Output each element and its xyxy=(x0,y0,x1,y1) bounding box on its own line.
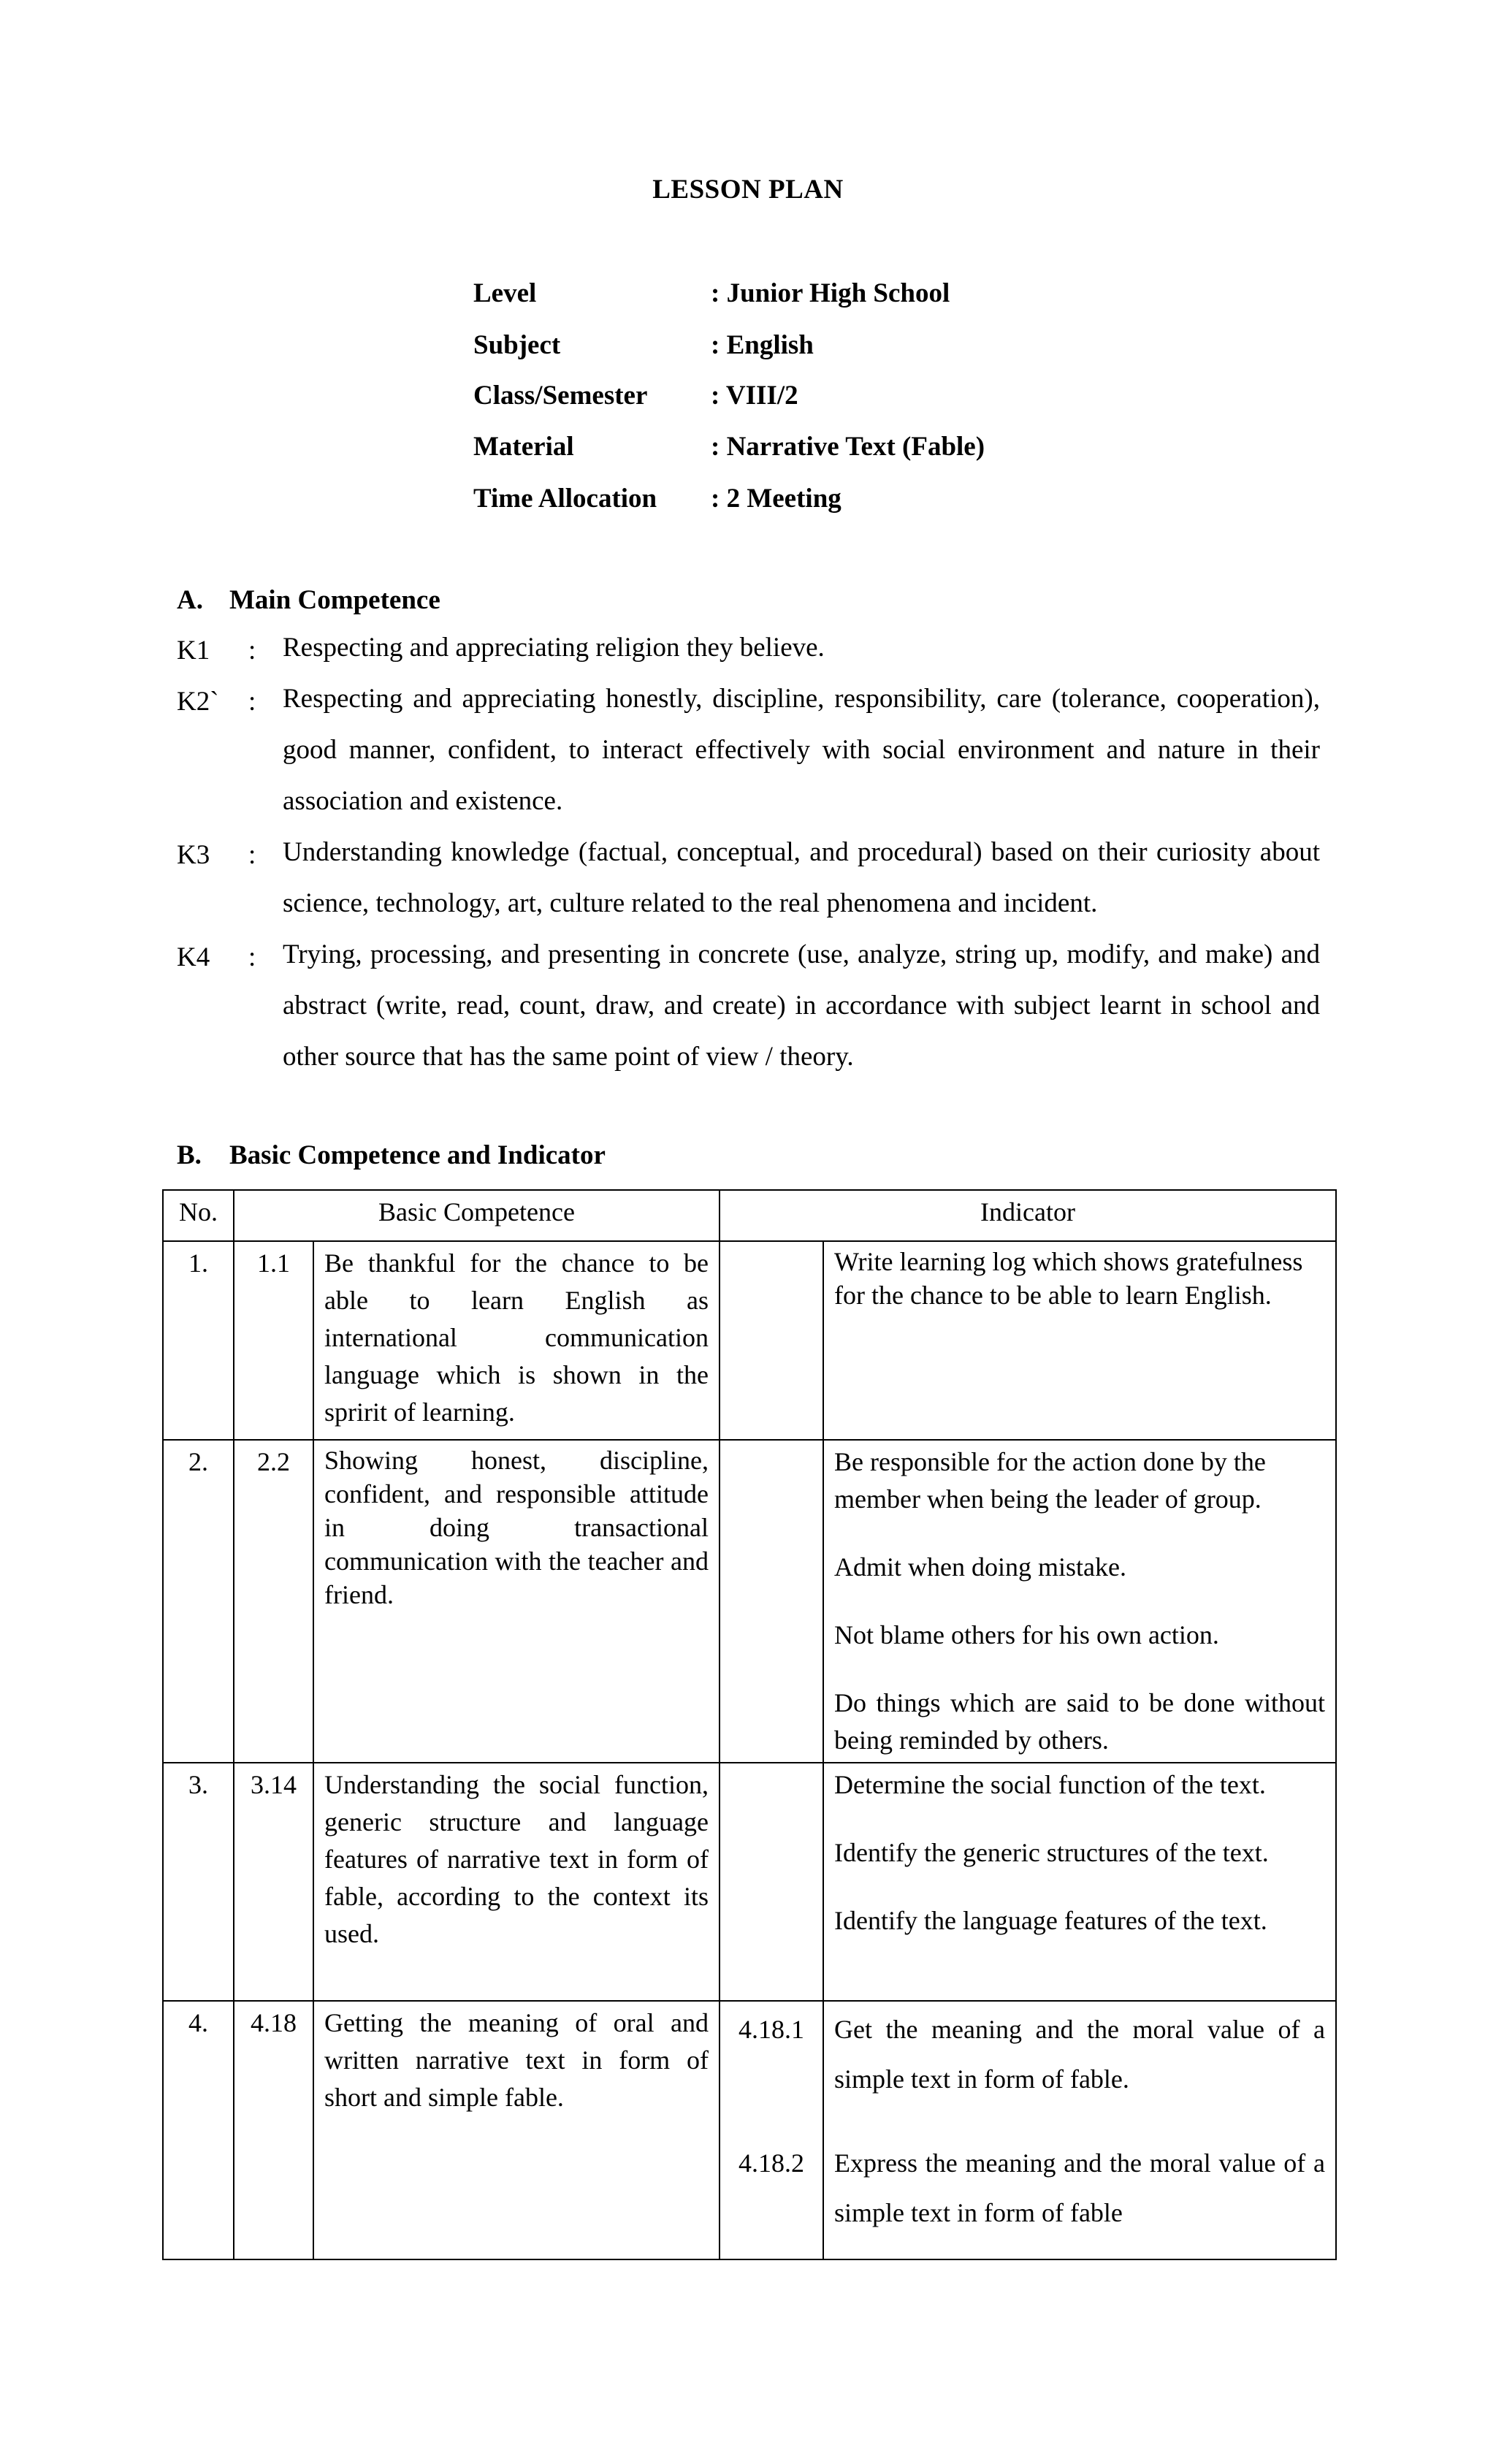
indicator-text: Identify the language features of the text. xyxy=(834,1906,1267,1935)
info-label: Subject xyxy=(473,330,561,360)
indicator-cell xyxy=(823,1763,1336,2001)
info-value: : English xyxy=(711,330,814,360)
indicator-code xyxy=(720,1763,823,2001)
row-number: 2. xyxy=(163,1440,234,1763)
info-value: : VIII/2 xyxy=(711,381,798,411)
indicator-code: 4.18.1 xyxy=(739,2015,805,2044)
section-a-heading xyxy=(177,584,440,616)
info-label: Material xyxy=(473,432,574,462)
competence-code: K3 xyxy=(177,840,210,870)
info-value: : Junior High School xyxy=(711,278,950,308)
table-row xyxy=(163,1763,1336,2001)
row-number: 1. xyxy=(163,1241,234,1440)
table-row xyxy=(163,2001,1336,2259)
section-title: Main Competence xyxy=(229,585,440,615)
indicator-code: 4.18.2 xyxy=(739,2148,805,2178)
competence-colon: : xyxy=(248,636,256,665)
section-b-heading xyxy=(177,1140,606,1171)
indicator-text: Not blame others for his own action. xyxy=(834,1620,1219,1649)
indicator-code xyxy=(720,1440,823,1763)
info-label: Class/Semester xyxy=(473,381,648,411)
table-header-row xyxy=(163,1190,1336,1241)
header-no: No. xyxy=(163,1190,234,1241)
indicator-text: Do things which are said to be done without being reminded by others. xyxy=(834,1688,1326,1755)
info-value: : 2 Meeting xyxy=(711,484,842,514)
section-title: Basic Competence and Indicator xyxy=(229,1140,606,1170)
competence-code: 3.14 xyxy=(234,1763,313,2001)
competence-text: Trying, processing, and presenting in concrete (use, analyze, string up, modify, and make) and abstract (write, read, count, draw, and create) in accordance with subject learnt in school and other source that has the same point of view / theory. xyxy=(283,939,1320,1072)
competence-code: K4 xyxy=(177,942,210,972)
info-label: Time Allocation xyxy=(473,484,657,514)
indicator-text: Admit when doing mistake. xyxy=(834,1552,1126,1582)
section-letter: B. xyxy=(177,1140,202,1170)
table-row xyxy=(163,1241,1336,1440)
header-indicator: Indicator xyxy=(720,1190,1336,1241)
indicator-cell xyxy=(823,1440,1336,1763)
indicator-code xyxy=(720,1241,823,1440)
indicator-text: Express the meaning and the moral value of a simple text in form of fable xyxy=(834,2148,1326,2227)
competence-code: 4.18 xyxy=(234,2001,313,2259)
info-value: : Narrative Text (Fable) xyxy=(711,432,985,462)
competence-description: Showing honest, discipline, confident, and responsible attitude in doing transactional communication with the teacher and friend. xyxy=(313,1440,720,1763)
indicator-text: Determine the social function of the text. xyxy=(834,1770,1266,1799)
indicator-text: Write learning log which shows gratefulness for the chance to be able to learn English. xyxy=(834,1247,1303,1310)
competence-description: Getting the meaning of oral and written narrative text in form of short and simple fable. xyxy=(313,2001,720,2259)
row-number: 3. xyxy=(163,1763,234,2001)
competence-description: Be thankful for the chance to be able to learn English as international communication language which is shown in the spririt of learning. xyxy=(313,1241,720,1440)
table-row xyxy=(163,1440,1336,1763)
competence-colon: : xyxy=(248,942,256,972)
info-label: Level xyxy=(473,278,537,308)
competence-code: K1 xyxy=(177,636,210,665)
indicator-text: Get the meaning and the moral value of a simple text in form of fable. xyxy=(834,2015,1326,2094)
basic-competence-table xyxy=(162,1189,1337,2260)
competence-colon: : xyxy=(248,687,256,717)
competence-code: K2` xyxy=(177,687,219,717)
indicator-cell xyxy=(823,1241,1336,1440)
competence-text: Respecting and appreciating religion they believe. xyxy=(283,633,825,663)
indicator-cell xyxy=(823,2001,1336,2259)
document-title: LESSON PLAN xyxy=(652,175,844,205)
header-basic-competence: Basic Competence xyxy=(234,1190,720,1241)
row-number: 4. xyxy=(163,2001,234,2259)
indicator-text: Identify the generic structures of the text. xyxy=(834,1838,1269,1867)
competence-text: Understanding knowledge (factual, conceptual, and procedural) based on their curiosity about science, technology, art, culture related to the real phenomena and incident. xyxy=(283,837,1320,918)
competence-code: 2.2 xyxy=(234,1440,313,1763)
competence-description: Understanding the social function, generic structure and language features of narrative text in form of fable, according to the context its used. xyxy=(313,1763,720,2001)
indicator-text: Be responsible for the action done by the member when being the leader of group. xyxy=(834,1447,1266,1514)
competence-code: 1.1 xyxy=(234,1241,313,1440)
indicator-code-cell xyxy=(720,2001,823,2259)
competence-colon: : xyxy=(248,840,256,870)
competence-text: Respecting and appreciating honestly, discipline, responsibility, care (tolerance, cooperation), good manner, confident, to interact effectively with social environment and nature in their association and existence. xyxy=(283,684,1320,816)
section-letter: A. xyxy=(177,585,203,615)
